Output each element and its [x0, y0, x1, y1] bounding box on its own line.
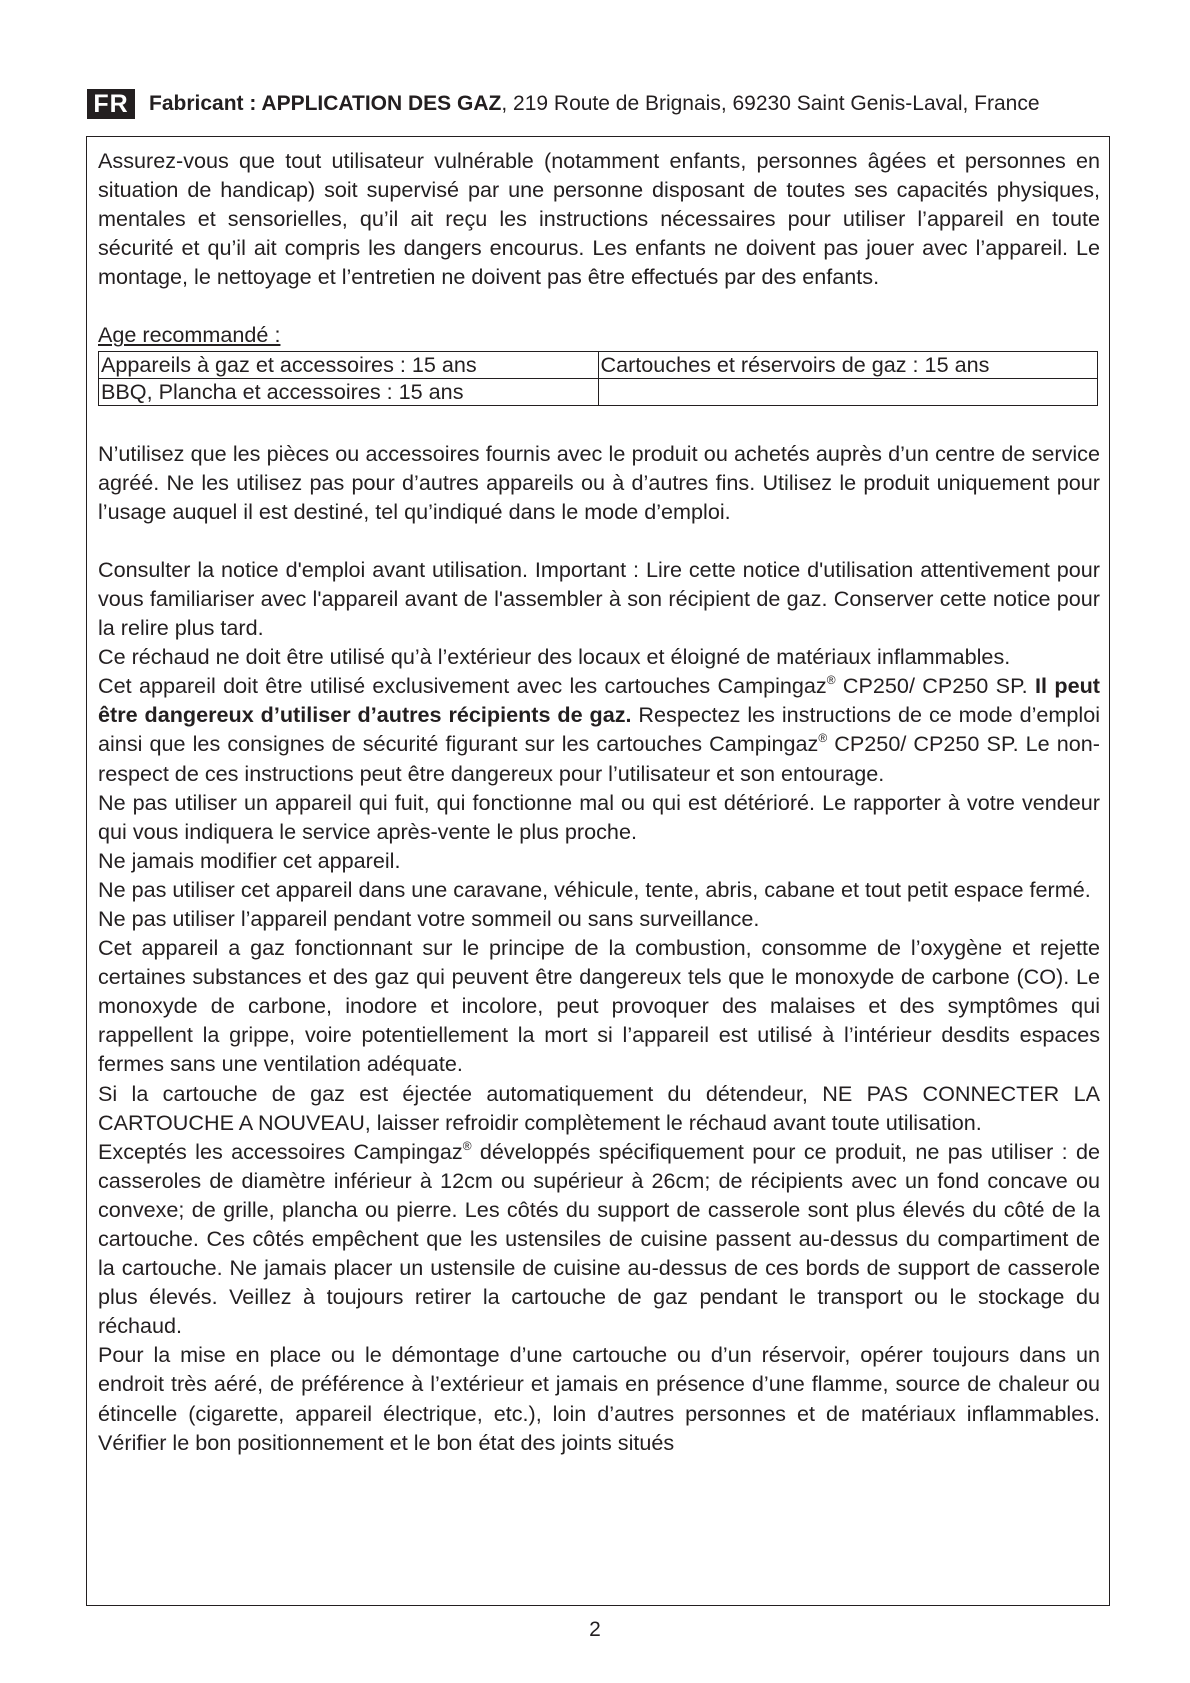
cartridge-paragraph [98, 671, 1100, 787]
manufacturer-address: , 219 Route de Brignais, 69230 Saint Genis-Laval, France [501, 92, 1040, 115]
table-row [99, 351, 1098, 378]
cartridge-text: Respectez les instructions de ce mode d’emploi ainsi que les consignes de sécurité figurant sur les cartouches Campingaz [98, 702, 1101, 757]
accessories-paragraph [98, 1137, 1100, 1341]
table-cell: BBQ, Plancha et accessoires : 15 ans [99, 378, 599, 405]
caravan-paragraph: Ne pas utiliser cet appareil dans une caravane, véhicule, tente, abris, cabane et tout petit espace fermé. [98, 876, 1091, 902]
registered-mark: ® [826, 673, 836, 688]
age-table [98, 351, 1098, 406]
accessories-text: Exceptés les accessoires Campingaz [98, 1138, 463, 1164]
cartridge-text: CP250/ CP250 SP. Le non-respect de ces instructions peut être dangereux pour l’utilisateur et son entourage. [98, 731, 1100, 786]
sleep-paragraph: Ne pas utiliser l’appareil pendant votre sommeil ou sans surveillance. [98, 905, 760, 931]
table-cell: Appareils à gaz et accessoires : 15 ans [99, 351, 599, 378]
safety-instructions [98, 146, 1100, 1457]
consult-paragraph: Consulter la notice d'emploi avant utilisation. Important : Lire cette notice d'utilisation attentivement pour vous familiariser avec l'appareil avant de l'assembler à son récipient de gaz. Conserver cette notice pour la relire plus tard. [98, 556, 1100, 641]
leak-paragraph: Ne pas utiliser un appareil qui fuit, qui fonctionne mal ou qui est détérioré. Le rapporter à votre vendeur qui vous indiquera le service après-vente le plus proche. [98, 789, 1100, 844]
manufacturer-line [149, 92, 1040, 116]
carbon-monoxide-paragraph: Cet appareil a gaz fonctionnant sur le principe de la combustion, consomme de l’oxygène et rejette certaines substances et des gaz qui peuvent être dangereux tels que le monoxyde de carbone (CO). Le monoxyde de carbone, inodore et incolore, peut provoquer des malaises et des symptômes qui rappellent la grippe, voire potentiellement la mort si l’appareil est utilisé à l’intérieur desdits espaces fermes sans une ventilation adéquate. [98, 935, 1100, 1077]
parts-paragraph: N’utilisez que les pièces ou accessoires fournis avec le produit ou achetés auprès d’un centre de service agréé. Ne les utilisez pas pour d’autres appareils ou à d’autres fins. Utilisez le produit uniquement pour l’usage auquel il est destiné, tel qu’indiqué dans le mode d’emploi. [98, 440, 1100, 524]
age-title: Age recommandé : [98, 322, 281, 348]
table-cell [598, 378, 1098, 405]
outdoor-paragraph: Ce réchaud ne doit être utilisé qu’à l’extérieur des locaux et éloigné de matériaux inflammables. [98, 644, 1011, 670]
accessories-text: développés spécifiquement pour ce produit, ne pas utiliser : de casseroles de diamètre inférieur à 12cm ou supérieur à 26cm; de récipients avec un fond concave ou convexe; de grille, plancha ou pierre. Les côtés du support de casserole sont plus élevés du côté de la cartouche. Ces côtés empêchent que les ustensiles de cuisine passent au-dessus du compartiment de la cartouche. Ne jamais placer un ustensile de cuisine au-dessus de ces bords de support de casserole plus élevés. Veillez à toujours retirer la cartouche de gaz pendant le transport ou le stockage du réchaud. [98, 1138, 1100, 1339]
ejected-cartridge-paragraph: Si la cartouche de gaz est éjectée automatiquement du détendeur, NE PAS CONNECTER LA CARTOUCHE A NOUVEAU, laisser refroidir complètement le réchaud avant toute utilisation. [98, 1080, 1100, 1135]
cartridge-text: Cet appareil doit être utilisé exclusivement avec les cartouches Campingaz [98, 673, 827, 699]
mounting-paragraph: Pour la mise en place ou le démontage d’une cartouche ou d’un réservoir, opérer toujours dans un endroit très aéré, de préférence à l’extérieur et jamais en présence d’une flamme, source de chaleur ou étincelle (cigarette, appareil électrique, etc.), loin d’autres personnes et de matériaux inflammables. Vérifier le bon positionnement et le bon état des joints situés [98, 1342, 1100, 1455]
spacer [98, 526, 1100, 555]
page-number: 2 [589, 1618, 601, 1641]
spacer [98, 291, 1100, 320]
language-badge: FR [87, 89, 135, 119]
cartridge-warning: Il peut être dangereux d’utiliser d’autres récipients de gaz. [98, 673, 1100, 728]
manufacturer-header [87, 89, 1105, 119]
vulnerable-users-paragraph: Assurez-vous que tout utilisateur vulnérable (notamment enfants, personnes âgées et personnes en situation de handicap) soit supervisé par une personne disposant de toutes ses capacités physiques, mentales et sensorielles, qu’il ait reçu les instructions nécessaires pour utiliser l’appareil en toute sécurité et qu’il ait compris les dangers encourus. Les enfants ne doivent pas jouer avec l’appareil. Le montage, le nettoyage et l’entretien ne doivent pas être effectués par des enfants. [98, 148, 1100, 290]
registered-mark: ® [818, 731, 828, 746]
cartridge-text: CP250/ CP250 SP. [835, 673, 1036, 699]
table-row [99, 378, 1098, 405]
modify-paragraph: Ne jamais modifier cet appareil. [98, 847, 401, 873]
spacer [98, 406, 1100, 439]
table-cell: Cartouches et réservoirs de gaz : 15 ans [598, 351, 1098, 378]
manufacturer-label: Fabricant : APPLICATION DES GAZ [149, 92, 502, 115]
registered-mark: ® [462, 1138, 472, 1153]
